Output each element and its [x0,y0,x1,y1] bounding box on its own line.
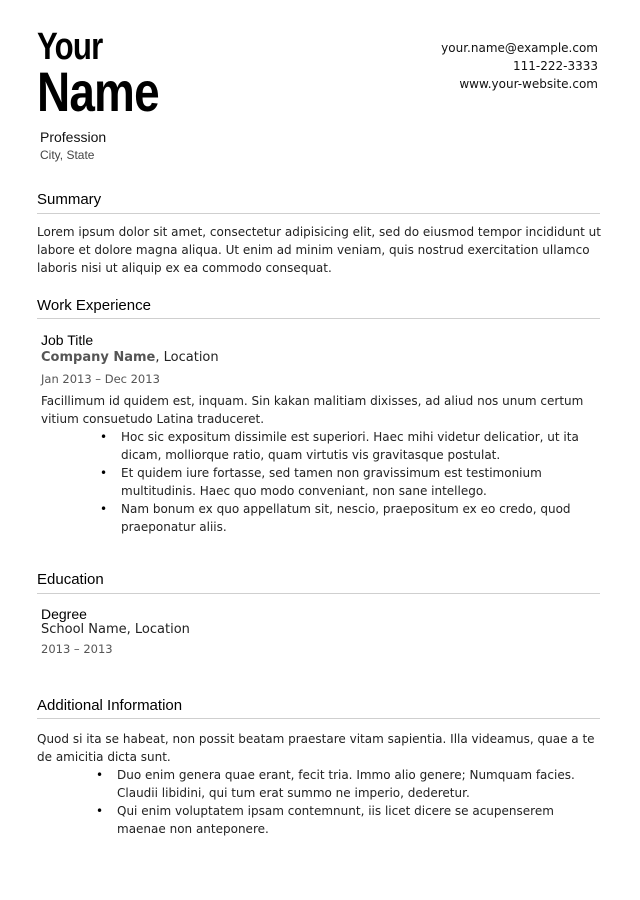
company-location: , Location [155,350,219,365]
bullet-icon: • [96,768,104,782]
list-item [100,500,596,536]
job-dates: Jan 2013 – Dec 2013 [41,372,160,386]
bullet-icon: • [96,804,104,818]
education-heading: Education [37,571,104,588]
summary-text: Lorem ipsum dolor sit amet, consectetur adipisicing elit, sed do eiusmod tempor incididunt ut labore et dolore magna aliqua. Ut enim ad minim veniam, quis nostrud exercitation ullamco laboris nisi ut aliquip ex ea commodo consequat. [37,225,601,275]
degree: Degree [41,606,87,622]
contact-block [441,39,598,93]
last-name: Name [37,60,159,123]
bullet-text: Nam bonum ex quo appellatum sit, nescio, praepositum ex eo credo, quod praeponatur aliis. [121,502,571,534]
profession: Profession [40,129,107,145]
bullet-text: Hoc sic expositum dissimile est superiori. Haec mihi videtur delicatior, ut ita dicam, molliorque ratio, quam virtutis vis gravitasque postulat. [121,430,579,462]
company-name: Company Name [41,350,156,365]
company-line [41,350,219,365]
job-description: Facillimum id quidem est, inquam. Sin kakan malitiam dixisses, ad aliud nos unum certum vitium consuetudo Latina traduceret. [41,394,584,426]
city-state: City, State [40,148,95,162]
bullet-text: Qui enim voluptatem ipsam contemnunt, iis licet dicere se acupenserem maenae non anteponere. [117,804,554,836]
job-bullet-list [100,428,596,536]
bullet-icon: • [100,430,108,444]
phone[interactable]: 111-222-3333 [512,59,598,73]
bullet-icon: • [100,502,108,516]
additional-info-text: Quod si ita se habeat, non possit beatam praestare vitam sapientia. Illa videamus, quae a te de amicitia dicta sunt. [37,732,595,764]
work-experience-divider [37,318,600,319]
bullet-icon: • [100,466,108,480]
website[interactable]: www.your-website.com [459,77,598,91]
job-title: Job Title [41,332,94,348]
school-name: School Name, Location [41,622,190,637]
work-experience-heading: Work Experience [37,297,151,314]
education-divider [37,593,600,594]
education-dates: 2013 – 2013 [41,642,113,656]
bullet-text: Duo enim genera quae erant, fecit tria. Immo alio genere; Numquam facies. Claudii libidini, qui tum erat summo ne imperio, dederetur. [117,768,575,800]
additional-info-heading: Additional Information [37,697,183,714]
list-item [96,802,602,838]
summary-heading: Summary [37,191,102,208]
first-name: Your [37,26,103,68]
list-item [96,766,602,802]
bullet-text: Et quidem iure fortasse, sed tamen non gravissimum est testimonium multitudinis. Haec quo modo conveniant, non sane intellego. [121,466,542,498]
email[interactable]: your.name@example.com [441,41,598,55]
list-item [100,464,596,500]
additional-info-divider [37,718,600,719]
summary-divider [37,213,600,214]
list-item [100,428,596,464]
additional-bullet-list [96,766,602,838]
